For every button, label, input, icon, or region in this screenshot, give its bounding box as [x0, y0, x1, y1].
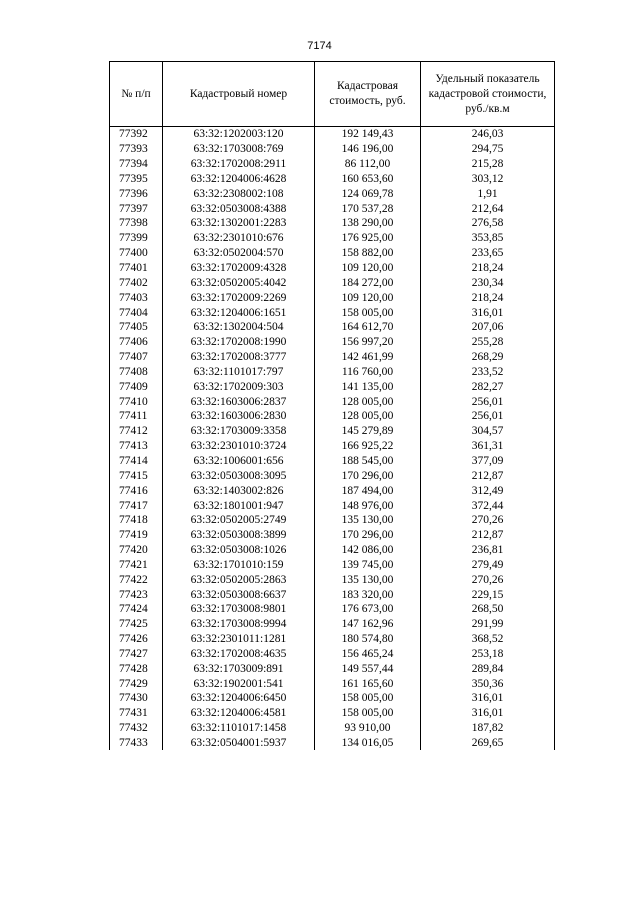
- cadastral-number: 63:32:0503008:3095: [163, 468, 315, 483]
- row-number: 77404: [110, 305, 163, 320]
- cadastral-cost: 188 545,00: [315, 454, 421, 469]
- table-row: [110, 409, 555, 424]
- row-number: 77418: [110, 513, 163, 528]
- cost-per-sqm: 230,34: [421, 275, 555, 290]
- table-row: [110, 320, 555, 335]
- cost-per-sqm: 303,12: [421, 172, 555, 187]
- cost-per-sqm: 350,36: [421, 676, 555, 691]
- cost-per-sqm: 212,87: [421, 528, 555, 543]
- cost-per-sqm: 368,52: [421, 632, 555, 647]
- table-row: [110, 142, 555, 157]
- row-number: 77403: [110, 290, 163, 305]
- row-number: 77410: [110, 394, 163, 409]
- cadastral-cost: 170 296,00: [315, 468, 421, 483]
- cadastral-number: 63:32:1701010:159: [163, 557, 315, 572]
- row-number: 77431: [110, 706, 163, 721]
- header-row: [110, 62, 555, 127]
- cadastral-number: 63:32:1703008:9801: [163, 602, 315, 617]
- table-row: [110, 157, 555, 172]
- page-number: 7174: [307, 40, 332, 52]
- cost-per-sqm: 279,49: [421, 557, 555, 572]
- table-row: [110, 602, 555, 617]
- cadastral-cost: 145 279,89: [315, 424, 421, 439]
- table-row: [110, 216, 555, 231]
- row-number: 77412: [110, 424, 163, 439]
- cadastral-number: 63:32:1302001:2283: [163, 216, 315, 231]
- cadastral-cost: 128 005,00: [315, 394, 421, 409]
- row-number: 77425: [110, 617, 163, 632]
- cadastral-cost: 109 120,00: [315, 290, 421, 305]
- row-number: 77409: [110, 379, 163, 394]
- cadastral-cost: 146 196,00: [315, 142, 421, 157]
- table-row: [110, 365, 555, 380]
- cost-per-sqm: 291,99: [421, 617, 555, 632]
- cadastral-cost: 134 016,05: [315, 736, 421, 751]
- cost-per-sqm: 233,65: [421, 246, 555, 261]
- cadastral-cost: 147 162,96: [315, 617, 421, 632]
- cadastral-number: 63:32:1204006:4628: [163, 172, 315, 187]
- cost-per-sqm: 256,01: [421, 394, 555, 409]
- cadastral-number: 63:32:0503008:3899: [163, 528, 315, 543]
- row-number: 77430: [110, 691, 163, 706]
- cadastral-number: 63:32:1703009:891: [163, 661, 315, 676]
- table-row: [110, 424, 555, 439]
- cadastre-table: [109, 61, 555, 750]
- row-number: 77422: [110, 572, 163, 587]
- cost-per-sqm: 270,26: [421, 572, 555, 587]
- cadastral-cost: 176 673,00: [315, 602, 421, 617]
- cadastral-cost: 149 557,44: [315, 661, 421, 676]
- cadastral-cost: 158 005,00: [315, 305, 421, 320]
- cost-per-sqm: 282,27: [421, 379, 555, 394]
- header-cost: Кадастровая стоимость, руб.: [315, 62, 421, 127]
- cadastral-number: 63:32:0502005:2749: [163, 513, 315, 528]
- cadastral-cost: 93 910,00: [315, 721, 421, 736]
- row-number: 77400: [110, 246, 163, 261]
- cost-per-sqm: 316,01: [421, 305, 555, 320]
- cost-per-sqm: 255,28: [421, 335, 555, 350]
- table-row: [110, 706, 555, 721]
- table-row: [110, 572, 555, 587]
- row-number: 77407: [110, 350, 163, 365]
- row-number: 77420: [110, 543, 163, 558]
- cost-per-sqm: 270,26: [421, 513, 555, 528]
- cadastral-number: 63:32:1702008:2911: [163, 157, 315, 172]
- cadastral-number: 63:32:0504001:5937: [163, 736, 315, 751]
- cadastral-number: 63:32:0503008:1026: [163, 543, 315, 558]
- cadastral-cost: 166 925,22: [315, 439, 421, 454]
- cadastral-cost: 164 612,70: [315, 320, 421, 335]
- cadastral-cost: 158 005,00: [315, 706, 421, 721]
- cadastral-cost: 161 165,60: [315, 676, 421, 691]
- cost-per-sqm: 268,50: [421, 602, 555, 617]
- cadastral-number: 63:32:1703009:3358: [163, 424, 315, 439]
- cadastral-cost: 180 574,80: [315, 632, 421, 647]
- cadastral-cost: 170 296,00: [315, 528, 421, 543]
- table-row: [110, 498, 555, 513]
- cadastral-number: 63:32:1204006:4581: [163, 706, 315, 721]
- row-number: 77396: [110, 186, 163, 201]
- row-number: 77415: [110, 468, 163, 483]
- table-row: [110, 350, 555, 365]
- table-header: [110, 62, 555, 127]
- cadastral-number: 63:32:1702008:4635: [163, 647, 315, 662]
- cost-per-sqm: 276,58: [421, 216, 555, 231]
- cadastral-cost: 141 135,00: [315, 379, 421, 394]
- cost-per-sqm: 253,18: [421, 647, 555, 662]
- row-number: 77402: [110, 275, 163, 290]
- row-number: 77393: [110, 142, 163, 157]
- cadastral-cost: 142 086,00: [315, 543, 421, 558]
- cadastral-cost: 192 149,43: [315, 127, 421, 142]
- row-number: 77424: [110, 602, 163, 617]
- cadastral-number: 63:32:0503008:6637: [163, 587, 315, 602]
- cadastral-cost: 156 997,20: [315, 335, 421, 350]
- table-row: [110, 246, 555, 261]
- table-row: [110, 127, 555, 142]
- cadastral-cost: 109 120,00: [315, 261, 421, 276]
- table-row: [110, 557, 555, 572]
- cadastral-number: 63:32:1603006:2837: [163, 394, 315, 409]
- cadastral-number: 63:32:0503008:4388: [163, 201, 315, 216]
- cadastral-number: 63:32:1702008:3777: [163, 350, 315, 365]
- row-number: 77394: [110, 157, 163, 172]
- cadastral-number: 63:32:1101017:797: [163, 365, 315, 380]
- cadastral-cost: 158 005,00: [315, 691, 421, 706]
- table-row: [110, 468, 555, 483]
- row-number: 77419: [110, 528, 163, 543]
- cost-per-sqm: 316,01: [421, 706, 555, 721]
- row-number: 77433: [110, 736, 163, 751]
- cadastral-cost: 86 112,00: [315, 157, 421, 172]
- table-row: [110, 275, 555, 290]
- cadastral-cost: 176 925,00: [315, 231, 421, 246]
- cadastral-number: 63:32:0502004:570: [163, 246, 315, 261]
- table-row: [110, 186, 555, 201]
- cost-per-sqm: 212,64: [421, 201, 555, 216]
- cadastral-cost: 156 465,24: [315, 647, 421, 662]
- table-row: [110, 305, 555, 320]
- cost-per-sqm: 233,52: [421, 365, 555, 380]
- header-cadastral-number: Кадастровый номер: [163, 62, 315, 127]
- cadastral-number: 63:32:1403002:826: [163, 483, 315, 498]
- table-row: [110, 261, 555, 276]
- cadastral-cost: 158 882,00: [315, 246, 421, 261]
- cadastral-number: 63:32:2301011:1281: [163, 632, 315, 647]
- cadastral-number: 63:32:1302004:504: [163, 320, 315, 335]
- row-number: 77406: [110, 335, 163, 350]
- cadastral-number: 63:32:1902001:541: [163, 676, 315, 691]
- cadastral-cost: 128 005,00: [315, 409, 421, 424]
- table-row: [110, 201, 555, 216]
- header-ratio: Удельный показатель кадастровой стоимости, руб./кв.м: [421, 62, 555, 127]
- cadastral-cost: 142 461,99: [315, 350, 421, 365]
- cadastral-number: 63:32:0502005:2863: [163, 572, 315, 587]
- cost-per-sqm: 236,81: [421, 543, 555, 558]
- table-row: [110, 691, 555, 706]
- cadastral-number: 63:32:2308002:108: [163, 186, 315, 201]
- table-row: [110, 647, 555, 662]
- table-row: [110, 172, 555, 187]
- table-row: [110, 483, 555, 498]
- cadastral-cost: 124 069,78: [315, 186, 421, 201]
- cadastral-cost: 135 130,00: [315, 572, 421, 587]
- cost-per-sqm: 1,91: [421, 186, 555, 201]
- cadastral-number: 63:32:1204006:6450: [163, 691, 315, 706]
- row-number: 77411: [110, 409, 163, 424]
- cadastral-cost: 148 976,00: [315, 498, 421, 513]
- cost-per-sqm: 372,44: [421, 498, 555, 513]
- cadastral-number: 63:32:2301010:3724: [163, 439, 315, 454]
- row-number: 77429: [110, 676, 163, 691]
- table-row: [110, 543, 555, 558]
- cadastral-number: 63:32:1801001:947: [163, 498, 315, 513]
- cadastral-number: 63:32:1006001:656: [163, 454, 315, 469]
- cadastral-number: 63:32:1702008:1990: [163, 335, 315, 350]
- cost-per-sqm: 316,01: [421, 691, 555, 706]
- cadastral-number: 63:32:0502005:4042: [163, 275, 315, 290]
- cadastral-number: 63:32:1703008:9994: [163, 617, 315, 632]
- cadastral-number: 63:32:1702009:303: [163, 379, 315, 394]
- table-row: [110, 231, 555, 246]
- row-number: 77417: [110, 498, 163, 513]
- cost-per-sqm: 268,29: [421, 350, 555, 365]
- table-row: [110, 379, 555, 394]
- cadastral-number: 63:32:1202003:120: [163, 127, 315, 142]
- row-number: 77423: [110, 587, 163, 602]
- table-row: [110, 335, 555, 350]
- cost-per-sqm: 246,03: [421, 127, 555, 142]
- table-row: [110, 513, 555, 528]
- cadastral-number: 63:32:1702009:4328: [163, 261, 315, 276]
- row-number: 77405: [110, 320, 163, 335]
- table-row: [110, 528, 555, 543]
- cost-per-sqm: 229,15: [421, 587, 555, 602]
- row-number: 77416: [110, 483, 163, 498]
- cost-per-sqm: 353,85: [421, 231, 555, 246]
- row-number: 77426: [110, 632, 163, 647]
- cadastral-number: 63:32:1101017:1458: [163, 721, 315, 736]
- row-number: 77427: [110, 647, 163, 662]
- cadastral-cost: 138 290,00: [315, 216, 421, 231]
- row-number: 77421: [110, 557, 163, 572]
- table-row: [110, 439, 555, 454]
- cost-per-sqm: 312,49: [421, 483, 555, 498]
- table-body: [110, 127, 555, 751]
- table-row: [110, 736, 555, 751]
- cadastral-cost: 187 494,00: [315, 483, 421, 498]
- table-row: [110, 587, 555, 602]
- row-number: 77432: [110, 721, 163, 736]
- cadastral-cost: 184 272,00: [315, 275, 421, 290]
- cadastral-cost: 139 745,00: [315, 557, 421, 572]
- cost-per-sqm: 269,65: [421, 736, 555, 751]
- header-num: № п/п: [110, 62, 163, 127]
- cadastral-number: 63:32:1204006:1651: [163, 305, 315, 320]
- cost-per-sqm: 218,24: [421, 290, 555, 305]
- cadastral-number: 63:32:1603006:2830: [163, 409, 315, 424]
- cadastral-cost: 183 320,00: [315, 587, 421, 602]
- table-row: [110, 394, 555, 409]
- cadastral-number: 63:32:2301010:676: [163, 231, 315, 246]
- cost-per-sqm: 207,06: [421, 320, 555, 335]
- cadastral-cost: 116 760,00: [315, 365, 421, 380]
- cost-per-sqm: 294,75: [421, 142, 555, 157]
- table-row: [110, 290, 555, 305]
- row-number: 77428: [110, 661, 163, 676]
- table-row: [110, 632, 555, 647]
- row-number: 77413: [110, 439, 163, 454]
- cadastral-number: 63:32:1703008:769: [163, 142, 315, 157]
- cost-per-sqm: 289,84: [421, 661, 555, 676]
- cadastral-cost: 170 537,28: [315, 201, 421, 216]
- cost-per-sqm: 218,24: [421, 261, 555, 276]
- row-number: 77401: [110, 261, 163, 276]
- table-row: [110, 676, 555, 691]
- row-number: 77408: [110, 365, 163, 380]
- row-number: 77392: [110, 127, 163, 142]
- table-row: [110, 617, 555, 632]
- cost-per-sqm: 215,28: [421, 157, 555, 172]
- cost-per-sqm: 377,09: [421, 454, 555, 469]
- cadastral-number: 63:32:1702009:2269: [163, 290, 315, 305]
- table-row: [110, 454, 555, 469]
- cadastral-cost: 160 653,60: [315, 172, 421, 187]
- row-number: 77414: [110, 454, 163, 469]
- cadastral-cost: 135 130,00: [315, 513, 421, 528]
- row-number: 77395: [110, 172, 163, 187]
- cost-per-sqm: 361,31: [421, 439, 555, 454]
- row-number: 77397: [110, 201, 163, 216]
- row-number: 77398: [110, 216, 163, 231]
- row-number: 77399: [110, 231, 163, 246]
- table-row: [110, 661, 555, 676]
- table-row: [110, 721, 555, 736]
- cost-per-sqm: 212,87: [421, 468, 555, 483]
- cost-per-sqm: 304,57: [421, 424, 555, 439]
- cost-per-sqm: 187,82: [421, 721, 555, 736]
- cost-per-sqm: 256,01: [421, 409, 555, 424]
